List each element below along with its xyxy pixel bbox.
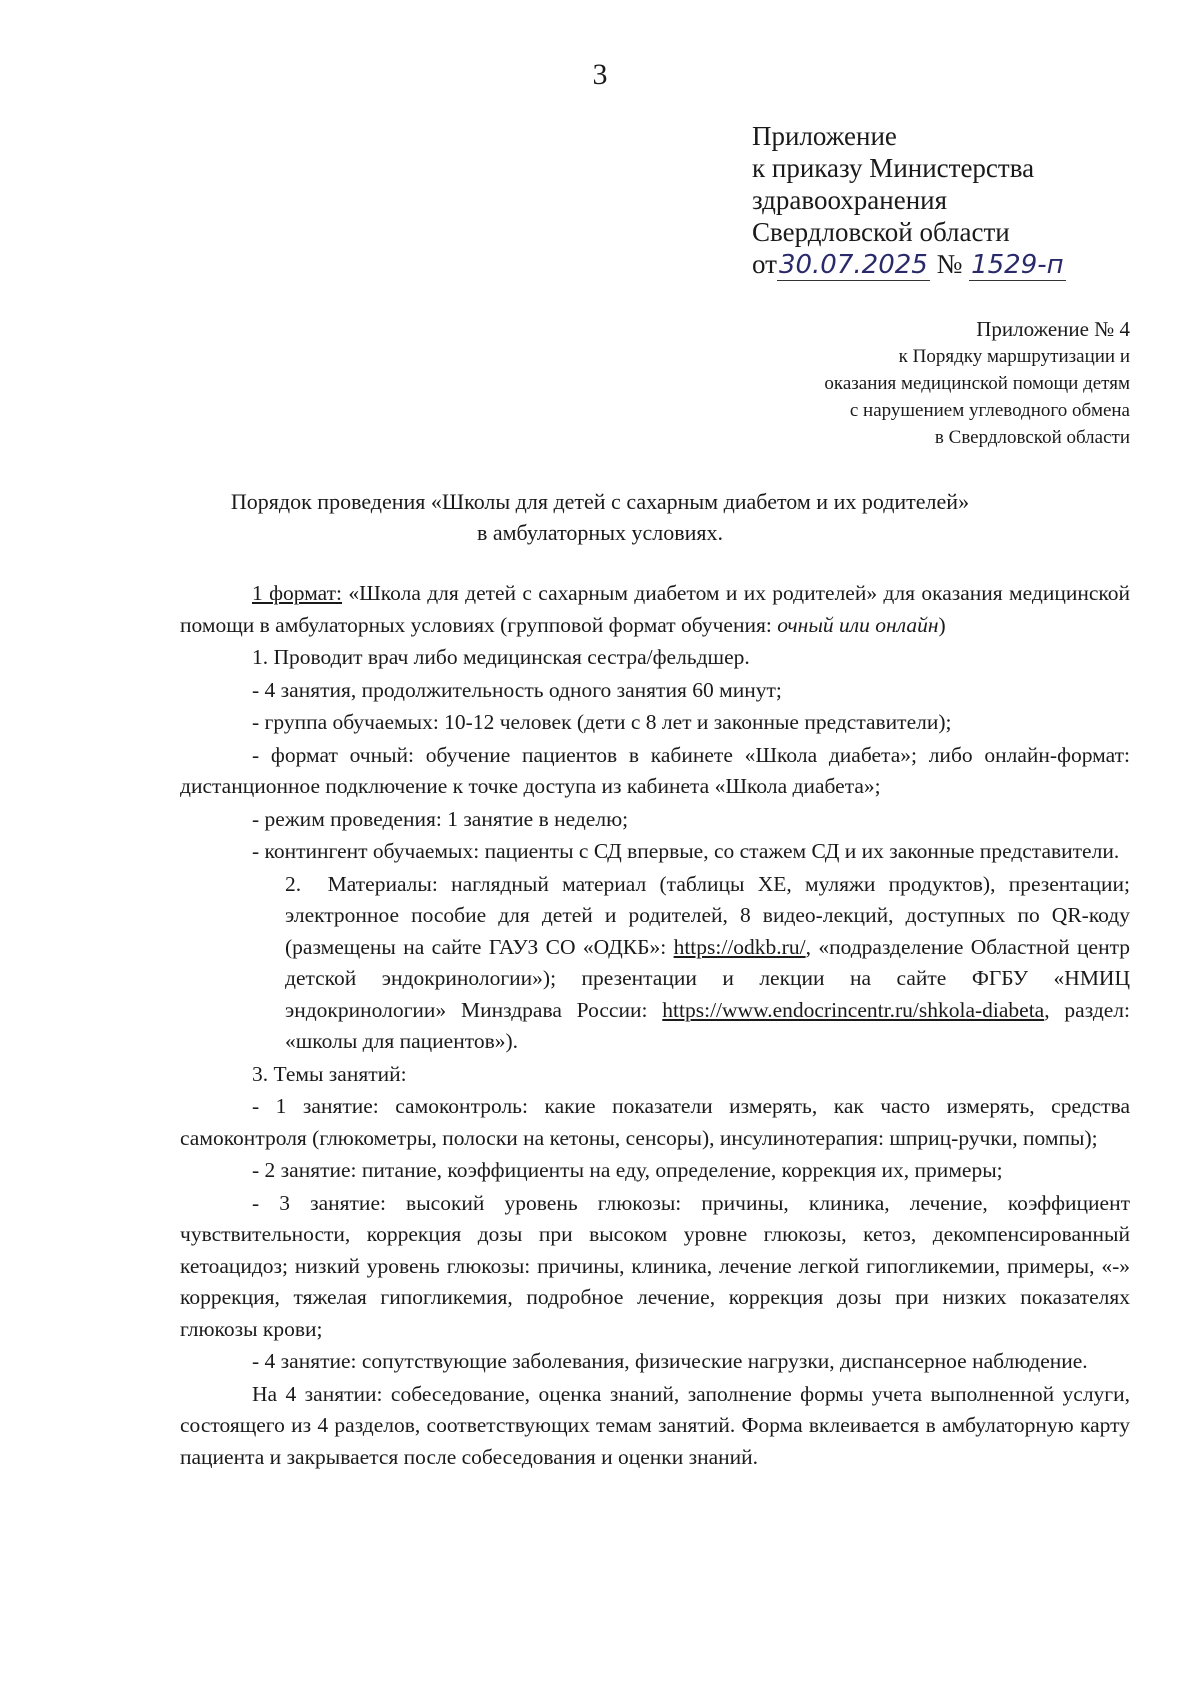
item-2-text: , «подразделение Областной центр детской эндокринологии»); презентации и лекции на сайте ФГБУ «НМИЦ эндокринологии» Минздрава России:: [285, 934, 1130, 1022]
format-close: ): [938, 612, 946, 637]
lesson-item: - 3 занятие: высокий уровень глюкозы: причины, клиника, лечение, коэффициент чувствительности, коррекция дозы при высоком уровне глюкозы, кетоз, декомпенсированный кетоацидоз; низкий уровень глюкозы: причины, клиника, лечение легкой гипогликемии, примеры, «-» коррекция, тяжелая гипогликемия, подробное лечение, коррекция дозы при низких показателях глюкозы крови;: [180, 1190, 1130, 1341]
document-title: [0, 486, 1200, 548]
item-2-text: , раздел: «школы для пациентов»).: [285, 997, 1130, 1053]
handwritten-number: 1529-п: [971, 250, 1064, 280]
item-1: 1. Проводит врач либо медицинская сестра/фельдшер.: [252, 645, 750, 669]
format-label: 1 формат:: [252, 581, 343, 605]
endocrincentr-link[interactable]: https://www.endocrincentr.ru/shkola-diabeta: [662, 997, 1045, 1022]
appendix-line: с нарушением углеводного обмена: [849, 400, 1130, 421]
header-line: к приказу Министерства: [752, 153, 1035, 183]
bullet-item: - 4 занятия, продолжительность одного занятия 60 минут;: [252, 677, 782, 702]
title-line: Порядок проведения «Школы для детей с сахарным диабетом и их родителей»: [230, 489, 970, 514]
lesson-item: - 1 занятие: самоконтроль: какие показатели измерять, как часто измерять, средства самоконтроля (глюкометры, полоски на кетоны, сенсоры), инсулинотерапия: шприц-ручки, помпы);: [180, 1094, 1130, 1150]
bullet-item: - группа обучаемых: 10-12 человек (дети с 8 лет и законные представители);: [252, 710, 952, 734]
bullet-item: - формат очный: обучение пациентов в кабинете «Школа диабета»; либо онлайн-формат: дистанционное подключение к точке доступа из кабинета «Школа диабета»;: [180, 742, 1130, 798]
title-line: в амбулаторных условиях.: [476, 520, 724, 545]
format-text: «Школа для детей с сахарным диабетом и их родителей» для оказания медицинской помощи в амбулаторных условиях (групповой формат обучения:: [180, 581, 1131, 637]
item-3: 3. Темы занятий:: [252, 1061, 407, 1086]
item-2-number: 2.: [285, 871, 302, 896]
format-paragraph: [180, 578, 1130, 641]
appendix-line: Приложение № 4: [976, 317, 1130, 341]
appendix-line: в Свердловской области: [934, 427, 1130, 448]
date-prefix: от: [752, 249, 777, 279]
item-2-text: Материалы: наглядный материал (таблицы ХЕ, муляжи продуктов), презентации; электронное пособие для детей и родителей, 8 видео-лекций, доступных по QR-коду (размещены на сайте ГАУЗ СО «ОДКБ»:: [285, 871, 1131, 959]
header-line: Свердловской области: [752, 217, 1010, 247]
order-header: [752, 120, 1066, 281]
odkb-link[interactable]: https://odkb.ru/: [673, 934, 806, 959]
lesson-item: - 2 занятие: питание, коэффициенты на еду, определение, коррекция их, примеры;: [252, 1158, 1003, 1182]
item-2: [285, 869, 1130, 1058]
header-line: Приложение: [752, 121, 897, 151]
document-body: [180, 578, 1130, 1474]
header-date-line: [752, 248, 1066, 281]
appendix-4-header: [824, 316, 1130, 451]
final-paragraph: На 4 занятии: собеседование, оценка знаний, заполнение формы учета выполненной услуги, состоящего из 4 разделов, соответствующих темам занятий. Форма вклеивается в амбулаторную карту пациента и закрывается после собеседования и оценки знаний.: [180, 1381, 1130, 1469]
bullet-item: - режим проведения: 1 занятие в неделю;: [252, 806, 629, 831]
appendix-line: оказания медицинской помощи детям: [824, 373, 1130, 394]
header-line: здравоохранения: [752, 185, 948, 215]
bullet-item: - контингент обучаемых: пациенты с СД впервые, со стажем СД и их законные представители.: [252, 839, 1120, 863]
page-number: 3: [592, 58, 608, 91]
handwritten-date: 30.07.2025: [778, 250, 928, 280]
format-italic: очный или онлайн: [777, 612, 939, 637]
number-prefix: №: [936, 249, 963, 279]
appendix-line: к Порядку маршрутизации и: [898, 346, 1130, 367]
lesson-item: - 4 занятие: сопутствующие заболевания, физические нагрузки, диспансерное наблюдение.: [252, 1349, 1088, 1373]
